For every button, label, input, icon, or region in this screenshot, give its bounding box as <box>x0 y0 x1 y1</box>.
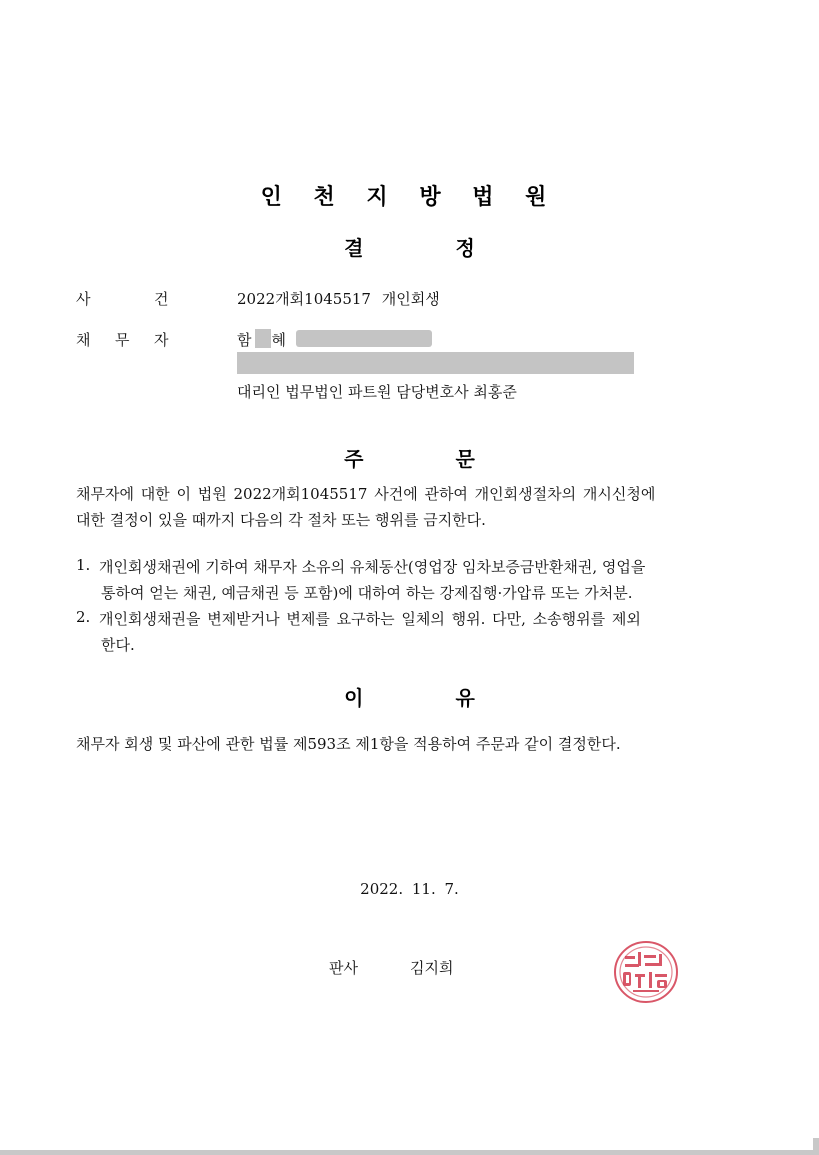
decision-date: 2022. 11. 7. <box>360 880 459 898</box>
order-item-1-line-2: 통하여 얻는 채권, 예금채권 등 포함)에 대하여 하는 강제집행·가압류 또는 가처분. <box>101 584 633 602</box>
order-heading-char-2: 문 <box>455 447 475 471</box>
order-item-2-line-1: 개인회생채권을 변제받거나 변제를 요구하는 일체의 행위. 다만, 소송행위를 제외 <box>99 610 641 628</box>
redaction-address-mask <box>237 352 634 374</box>
court-seal-stamp-icon <box>611 938 681 1006</box>
debtor-name-last: 혜 <box>271 331 286 349</box>
order-item-1-number: 1. <box>76 556 91 574</box>
order-heading-char-1: 주 <box>344 447 364 471</box>
reason-heading <box>0 682 819 711</box>
order-intro-line-1: 채무자에 대한 이 법원 2022개회1045517 사건에 관하여 개인회생절차의 개시신청에 <box>76 485 656 503</box>
page-edge-bottom <box>0 1150 819 1155</box>
redaction-name-mask <box>255 329 271 348</box>
document-type-char-2: 정 <box>455 236 475 260</box>
debtor-agent: 대리인 법무법인 파트원 담당변호사 최홍준 <box>237 383 517 401</box>
reason-heading-char-2: 유 <box>455 686 475 710</box>
order-item-2-line-2: 한다. <box>101 636 135 654</box>
document-type-title <box>0 232 819 261</box>
judge-title: 판사 <box>329 959 358 977</box>
order-heading <box>0 443 819 472</box>
order-item-1-line-1: 개인회생채권에 기하여 채무자 소유의 유체동산(영업장 임차보증금반환채권, 영업을 <box>99 558 646 576</box>
redaction-id-mask <box>296 330 432 347</box>
order-intro-line-2: 대한 결정이 있을 때까지 다음의 각 절차 또는 행위를 금지한다. <box>76 511 486 529</box>
reason-text: 채무자 회생 및 파산에 관한 법률 제593조 제1항을 적용하여 주문과 같이 결정한다. <box>76 735 621 753</box>
order-item-2-number: 2. <box>76 608 91 626</box>
court-name: 인 천 지 방 법 원 <box>260 185 559 210</box>
document-type-char-1: 결 <box>344 236 364 260</box>
judge-name: 김지희 <box>410 959 454 977</box>
debtor-name-first: 함 <box>237 331 252 349</box>
case-number: 2022개회1045517 개인회생 <box>237 290 440 308</box>
document-page: 인 천 지 방 법 원 결 정 사 건 2022개회1045517 개인회생 채 무 자 함 혜 대리인 법무법인 파트원 담당변호사 최홍준 주 문 채무자에 대한 이 법원 2022개회1045517 사건에 관하여 개인회생절차의 개시신청에 대한 결정이 있을 때까지 다음의 각 절차 또는 행위를 금지한다. 1. 개인회생채권에 기하여 채무자 소유의 유체동산(영업장 임차보증금반환채권, 영업을 통하여 얻는 채권, 예금채권 등 포함)에 대하여 하는 강제집행·가압류 또는 가처분. 2. 개인회생채권을 변제받거나 변제를 요구하는 일체의 행위. 다만, 소송행위를 제외 한다. 이 유 채무자 회생 및 파산에 관한 법률 제593조 제1항을 적용하여 주문과 같이 결정한다. 2022. 11. 7. 판사 김지희 <box>0 0 813 1150</box>
reason-heading-char-1: 이 <box>344 686 364 710</box>
